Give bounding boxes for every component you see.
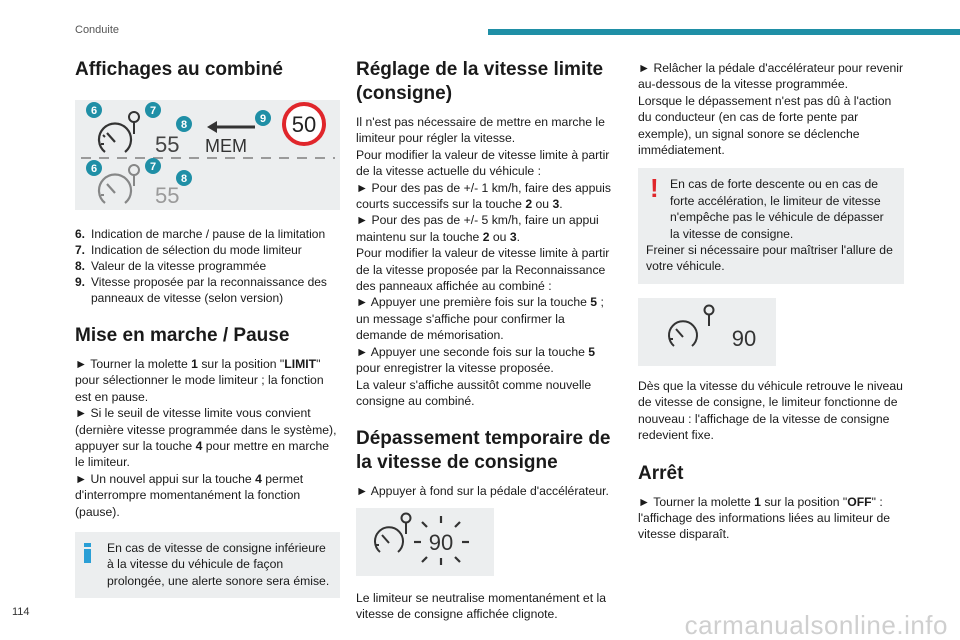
paragraph-modify-current: Pour modifier la valeur de vitesse limite à partir de la vitesse actuelle du véhicule : [356,147,610,179]
section-title-start-pause: Mise en marche / Pause [75,325,290,346]
svg-text:9: 9 [259,113,267,125]
paragraph-step-5: ► Pour des pas de +/- 5 km/h, faire un appui maintenu sur la touche 2 ou 3. [356,213,599,244]
header-accent-bar [488,29,960,35]
instrument-panel-illustration [75,100,340,210]
marker-8-top [176,116,192,132]
paragraph-sound-signal: Lorsque le dépassement n'est pas dû à l'action du conducteur (en cas de forte pente par exemple), un signal sonore se déclenche immédiatement. [638,93,892,158]
paragraph-modify-proposed: Pour modifier la valeur de vitesse limite à partir de la vitesse proposée par la Reconnaissance des panneaux affichée au combiné : [356,246,610,294]
limiter-pin-icon-paused [129,165,139,186]
svg-text:6: 6 [90,163,98,175]
paragraph-off: ► Tourner la molette 1 sur la position "OFF" : l'affichage des informations liées au limiteur de vitesse disparaît. [638,494,891,542]
speedometer-icon [375,527,403,552]
section-title-speed-setting: Réglage de la vitesse limite (consigne) [356,59,604,104]
programmed-speed-bottom: 55 [155,183,180,208]
legend-item: 7. Indication de sélection du mode limiteur [75,243,302,257]
legend-item: 6. Indication de marche / pause de la limitation [75,227,326,241]
speed-sign-value: 50 [291,112,317,137]
paragraph-activate: ► Si le seuil de vitesse limite vous convient (dernière vitesse programmée dans le système), appuyer sur la touche 4 pour mettre en marche le limiteur. [75,406,337,470]
blinking-speed-value: 90 [428,529,454,555]
paragraph-neutralised: Le limiteur se neutralise momentanément et la vitesse de consigne affichée clignote. [356,590,606,622]
fixed-speed-illustration [638,298,776,366]
column-1 [75,54,340,598]
paragraph-intro: Il n'est pas nécessaire de mettre en marche le limiteur pour régler la vitesse. [356,115,605,146]
section-title-stop: Arrêt [638,462,684,484]
paragraph-pause: ► Un nouvel appui sur la touche 4 permet d'interrompre momentanément la fonction (pause). [75,471,304,519]
section-title-temporary-exceed: Dépassement temporaire de la vitesse de consigne [356,428,611,474]
marker-8-bottom [176,170,192,186]
marker-9 [255,110,271,126]
paragraph-press-first: ► Appuyer une première fois sur la touche 5 ; un message s'affiche pour confirmer la demande de mémorisation. [356,295,604,343]
warning-note-text-2: Freiner si nécessaire pour maîtriser l'allure de votre véhicule. [646,243,893,274]
paragraph-accelerator: ► Appuyer à fond sur la pédale d'accélérateur. [356,484,609,499]
limiter-pin-icon [129,112,139,134]
section-title-displays: Affichages au combiné [75,59,283,80]
marker-7-top [145,102,161,118]
svg-text:7: 7 [149,105,157,117]
page-number: 114 [12,606,30,618]
paragraph-release-pedal: ► Relâcher la pédale d'accélérateur pour revenir au-dessous de la vitesse programmée. [638,61,904,92]
column-3 [638,54,904,543]
svg-text:6: 6 [90,105,98,117]
marker-7-bottom [145,158,161,174]
legend-item: 8. Valeur de la vitesse programmée [75,259,267,273]
warning-note-text-1: En cas de forte descente ou en cas de forte accélération, le limiteur de vitesse n'empêche pas le véhicule de dépasser la vitesse de consigne. [670,177,884,241]
paragraph-new-setpoint: La valeur s'affiche aussitôt comme nouvelle consigne au combiné. [356,377,592,408]
figure-legend [75,226,340,306]
speedometer-icon [99,124,131,152]
programmed-speed-top: 55 [155,132,180,157]
fixed-speed-value: 90 [731,325,757,351]
speedometer-icon-paused [99,175,131,203]
warning-icon: ! [650,173,659,204]
speedometer-icon [669,321,697,346]
svg-text:8: 8 [180,173,188,185]
warning-note [638,168,904,283]
svg-text:8: 8 [180,119,188,131]
mem-label: MEM [205,136,247,156]
limiter-pin-icon [705,305,714,326]
paragraph-press-second: ► Appuyer une seconde fois sur la touche 5 pour enregistrer la vitesse proposée. [356,344,596,376]
svg-text:7: 7 [149,161,157,173]
legend-item: 9. Vitesse proposée par la reconnaissance des panneaux de vitesse (selon version) [75,275,327,305]
running-header: Conduite [75,24,120,36]
info-note-text: En cas de vitesse de consigne inférieure à la vitesse du véhicule de façon prolongée, une alerte sonore sera émise. [107,541,330,588]
marker-6-bottom [86,160,102,176]
watermark: carmanualsonline.info [684,610,948,640]
marker-6-top [86,102,102,118]
blinking-speed-illustration [356,508,494,576]
column-2 [356,54,618,623]
paragraph-step-1: ► Pour des pas de +/- 1 km/h, faire des appuis courts successifs sur la touche 2 ou 3. [356,180,611,212]
paragraph-limit: ► Tourner la molette 1 sur la position "LIMIT" pour sélectionner le mode limiteur ; la fonction est en pause. [75,357,324,404]
limiter-pin-icon [402,513,411,534]
arrow-left-icon [207,121,255,133]
speed-sign-icon [284,104,324,144]
info-icon [84,543,91,563]
info-note [75,532,340,598]
paragraph-back-to-setpoint: Dès que la vitesse du véhicule retrouve le niveau de vitesse de consigne, le limiteur fonctionne de nouveau : l'affichage de la vitesse de consigne redevient fixe. [638,378,903,443]
